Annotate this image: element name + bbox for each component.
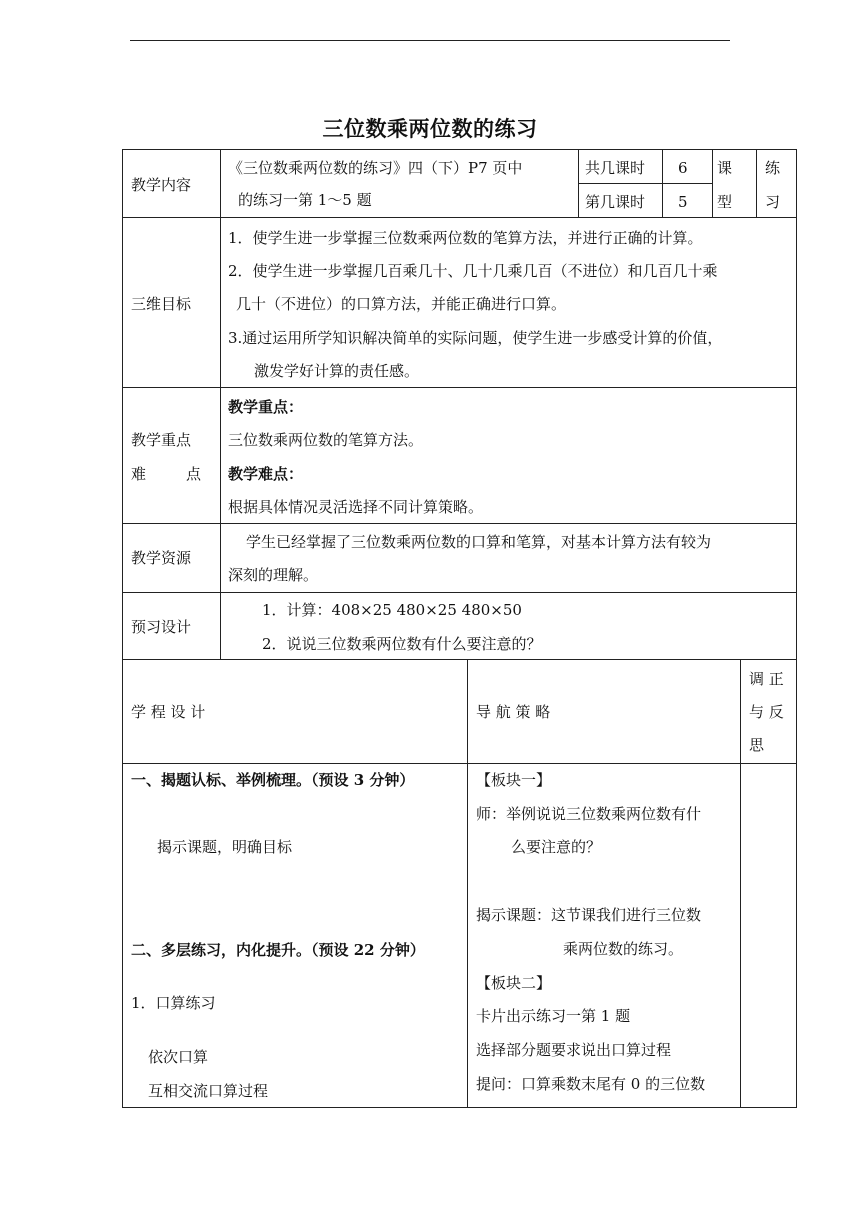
lesson-number-label: 第几课时 — [585, 193, 646, 211]
strategy-line-6: 选择部分题要求说出口算过程 — [476, 1041, 672, 1059]
keypoints-label-line1: 教学重点 — [131, 431, 192, 449]
process-header-design: 学 程 设 计 — [131, 703, 206, 721]
key-point-text: 三位数乘两位数的笔算方法。 — [228, 431, 424, 449]
header-rule — [130, 40, 730, 41]
total-lessons-label: 共几课时 — [585, 159, 646, 177]
resources-line1: 学生已经掌握了三位数乘两位数的口算和笔算，对基本计算方法有较为 — [246, 533, 712, 551]
strategy-line-2: 么要注意的？ — [511, 838, 602, 856]
goals-label: 三维目标 — [131, 295, 192, 313]
process-header-reflect-3: 思 — [749, 736, 765, 754]
strategy-line-5: 卡片出示练习一第 1 题 — [476, 1007, 631, 1025]
preview-line2: 2．说说三位数乘两位数有什么要注意的？ — [262, 635, 542, 653]
lesson-type-value-1: 练 — [765, 159, 781, 177]
key-point-heading: 教学重点： — [228, 398, 304, 416]
section-2-heading: 二、多层练习，内化提升。（预设 22 分钟） — [131, 941, 425, 959]
lesson-type-label-1: 课 — [717, 159, 733, 177]
strategy-line-1: 师：举例说说三位数乘两位数有什 — [476, 805, 702, 823]
content-text-line2: 的练习一第 1～5 题 — [238, 191, 372, 209]
goals-line3: 几十（不进位）的口算方法，并能正确进行口算。 — [236, 295, 567, 313]
process-header-reflect-1: 调 正 — [749, 670, 784, 688]
preview-line1: 1．计算：408×25 480×25 480×50 — [262, 601, 522, 619]
section-2-item-1: 1．口算练习 — [131, 994, 216, 1012]
difficulty-heading: 教学难点： — [228, 465, 304, 483]
section-2-item-2: 依次口算 — [148, 1048, 209, 1066]
lesson-type-label-2: 型 — [717, 193, 733, 211]
block-2-heading: 【板块二】 — [476, 974, 552, 992]
goals-line4: 3.通过运用所学知识解决简单的实际问题，使学生进一步感受计算的价值， — [228, 329, 723, 347]
strategy-line-3: 揭示课题：这节课我们进行三位数 — [476, 906, 702, 924]
goals-line2: 2．使学生进一步掌握几百乘几十、几十几乘几百（不进位）和几百几十乘 — [228, 262, 718, 280]
process-header-strategy: 导 航 策 略 — [476, 703, 551, 721]
strategy-line-7: 提问：口算乘数末尾有 0 的三位数 — [476, 1075, 706, 1093]
resources-line2: 深刻的理解。 — [228, 566, 319, 584]
strategy-line-4: 乘两位数的练习。 — [563, 940, 684, 958]
content-text-line1: 《三位数乘两位数的练习》四（下）P7 页中 — [228, 159, 523, 177]
goals-line1: 1．使学生进一步掌握三位数乘两位数的笔算方法，并进行正确的计算。 — [228, 229, 703, 247]
keypoints-label-line2-a: 难 — [131, 465, 147, 483]
block-1-heading: 【板块一】 — [476, 771, 552, 789]
section-1-heading: 一、揭题认标、举例梳理。（预设 3 分钟） — [131, 771, 415, 789]
preview-label: 预习设计 — [131, 618, 192, 636]
section-1-item: 揭示课题，明确目标 — [157, 838, 293, 856]
lesson-number-value: 5 — [678, 193, 688, 211]
difficulty-text: 根据具体情况灵活选择不同计算策略。 — [228, 498, 484, 516]
keypoints-label-line2-b: 点 — [186, 465, 202, 483]
lesson-type-value-2: 习 — [765, 193, 781, 211]
document-title: 三位数乘两位数的练习 — [322, 116, 538, 141]
goals-line5: 激发学好计算的责任感。 — [254, 362, 420, 380]
section-2-item-3: 互相交流口算过程 — [148, 1082, 269, 1100]
content-label: 教学内容 — [131, 176, 192, 194]
process-header-reflect-2: 与 反 — [749, 703, 784, 721]
total-lessons-value: 6 — [678, 159, 688, 177]
resources-label: 教学资源 — [131, 549, 192, 567]
